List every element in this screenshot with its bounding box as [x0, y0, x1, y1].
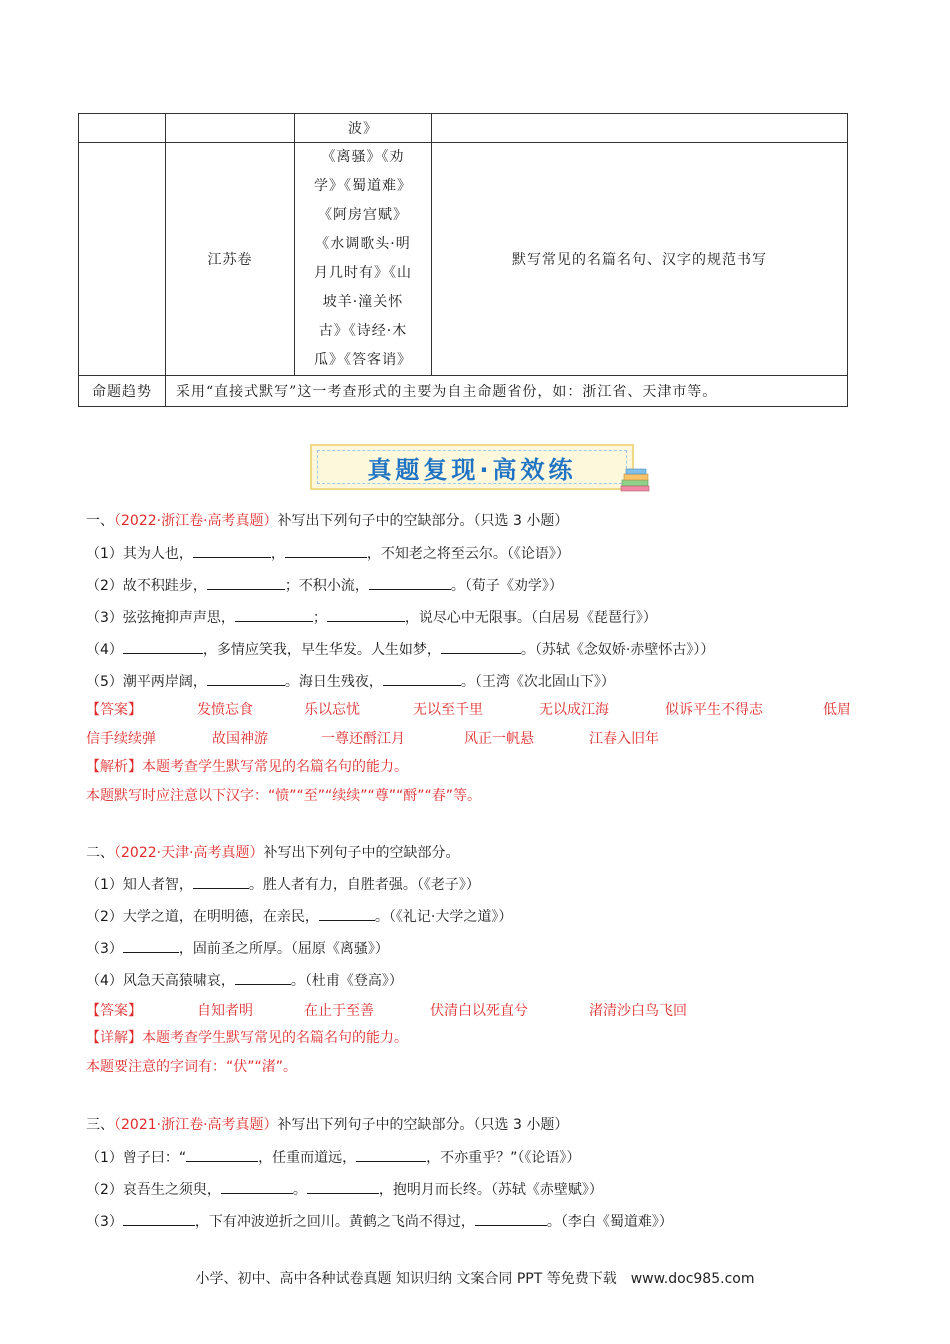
answer-label: 【答案】	[86, 1003, 142, 1019]
answer-blank[interactable]	[221, 1179, 293, 1194]
table-cell	[79, 143, 166, 376]
answer-blank[interactable]	[319, 906, 375, 921]
book-line: 《阿房宫赋》	[318, 207, 408, 223]
item-text: （5）潮平两岸阔，	[86, 674, 207, 690]
question-source: （2022·浙江卷·高考真题）	[114, 513, 278, 529]
answer-item: 江春入旧年	[589, 731, 659, 747]
answer-label: 【答案】	[86, 702, 142, 718]
q1-analysis: 【解析】本题考查学生默写常见的名篇名句的能力。	[86, 759, 408, 775]
book-line: 瓜》《答客诮》	[314, 352, 412, 368]
book-line: 月几时有》《山	[314, 265, 412, 281]
table-row	[79, 376, 848, 407]
item-text: ，多情应笑我，早生华发。人生如梦，	[202, 642, 441, 658]
banner-frame	[317, 450, 627, 484]
question-2-heading	[86, 843, 460, 863]
q1-item-5	[86, 671, 615, 692]
item-text: ，不知老之将至云尔。（《论语》）	[366, 546, 570, 562]
answer-blank[interactable]	[186, 1147, 258, 1162]
question-1-heading	[86, 511, 568, 531]
section-banner	[310, 444, 634, 490]
question-prompt: 补写出下列句子中的空缺部分。（只选 3 小题）	[277, 513, 569, 529]
question-3-heading	[86, 1115, 568, 1135]
table-cell-books	[295, 143, 432, 376]
item-text: 。胜人者有力，自胜者强。（《老子》）	[248, 877, 480, 893]
item-text: 。	[292, 1182, 307, 1198]
item-text: （3）	[86, 1214, 123, 1230]
book-line: 学》《蜀道难》	[314, 178, 412, 194]
item-text: ，下有冲波逆折之回川。黄鹤之飞尚不得过，	[194, 1214, 475, 1230]
answer-item: 乐以忘忧	[304, 702, 360, 718]
answer-blank[interactable]	[235, 970, 291, 985]
q2-item-4	[86, 970, 403, 991]
item-text: 。（苏轼《念奴娇·赤壁怀古》））	[520, 642, 715, 658]
question-number: 一、	[86, 513, 114, 529]
q3-item-3	[86, 1211, 673, 1232]
table-cell	[432, 114, 848, 143]
q3-item-1	[86, 1147, 580, 1168]
item-text: 。海日生残夜，	[284, 674, 383, 690]
item-text: （1）其为人也，	[86, 546, 193, 562]
answer-blank[interactable]	[383, 671, 461, 686]
answer-blank[interactable]	[235, 607, 313, 622]
answer-blank[interactable]	[207, 575, 285, 590]
trend-label: 命题趋势	[79, 376, 166, 407]
question-prompt: 补写出下列句子中的空缺部分。（只选 3 小题）	[277, 1117, 569, 1133]
books-icon	[620, 466, 652, 492]
answer-item: 在止于至善	[304, 1003, 374, 1019]
answer-blank[interactable]	[123, 1211, 195, 1226]
answer-item: 一尊还酹江月	[321, 731, 405, 747]
question-number: 二、	[86, 845, 114, 861]
answer-item: 故国神游	[212, 731, 268, 747]
item-text: （2）故不积跬步，	[86, 578, 207, 594]
answer-blank[interactable]	[285, 543, 367, 558]
answer-item: 无以成江海	[539, 702, 609, 718]
book-line: 坡羊·潼关怀	[322, 294, 404, 310]
item-text: 。（李白《蜀道难》）	[546, 1214, 673, 1230]
answer-item: 低眉	[823, 702, 851, 718]
q1-note: 本题默写时应注意以下汉字：“愤”“至”“续续”“尊”“酹”“春”等。	[86, 788, 482, 804]
question-source: （2022·天津·高考真题）	[114, 845, 264, 861]
item-text: （1）曾子曰：“	[86, 1150, 187, 1166]
item-text: ，	[270, 546, 285, 562]
item-text: ，任重而道远，	[258, 1150, 357, 1166]
answer-blank[interactable]	[356, 1147, 426, 1162]
item-text: （4）风急天高猿啸哀，	[86, 973, 235, 989]
table-cell	[166, 114, 295, 143]
q2-item-3	[86, 938, 389, 959]
q1-item-2	[86, 575, 563, 596]
answer-item: 渚清沙白鸟飞回	[589, 1003, 687, 1019]
answer-item: 无以至千里	[413, 702, 483, 718]
answer-blank[interactable]	[307, 1179, 379, 1194]
item-text: ；	[312, 610, 327, 626]
answer-blank[interactable]	[441, 639, 521, 654]
answer-item: 风正一帆悬	[464, 731, 534, 747]
item-text: （2）大学之道，在明明德，在亲民，	[86, 909, 319, 925]
answer-blank[interactable]	[327, 607, 405, 622]
trend-text: 采用“直接式默写”这一考查形式的主要为自主命题省份，如：浙江省、天津市等。	[166, 376, 848, 407]
answer-blank[interactable]	[123, 639, 203, 654]
table-row	[79, 143, 848, 376]
answer-blank[interactable]	[193, 543, 271, 558]
q1-item-4	[86, 639, 714, 660]
q2-note: 本题要注意的字词有：“伏”“渚”。	[86, 1059, 298, 1075]
answer-blank[interactable]	[207, 671, 285, 686]
item-text: （1）知人者智，	[86, 877, 193, 893]
item-text: （3）弦弦掩抑声声思，	[86, 610, 235, 626]
item-text: （3）	[86, 941, 123, 957]
q2-item-2	[86, 906, 512, 927]
item-text: 。（《礼记·大学之道》）	[374, 909, 513, 925]
table-cell-point: 默写常见的名篇名句、汉字的规范书写	[432, 143, 848, 376]
q2-item-1	[86, 874, 480, 895]
answer-blank[interactable]	[123, 938, 179, 953]
answer-item: 发愤忘食	[197, 702, 253, 718]
question-prompt: 补写出下列句子中的空缺部分。	[263, 845, 460, 861]
answer-item: 信手续续弹	[86, 731, 156, 747]
question-number: 三、	[86, 1117, 114, 1133]
item-text: ，抱明月而长终。（苏轼《赤壁赋》）	[378, 1182, 603, 1198]
item-text: ，固前圣之所厚。（屈原《离骚》）	[178, 941, 389, 957]
q1-item-3	[86, 607, 657, 628]
page-footer: 小学、初中、高中各种试卷真题 知识归纳 文案合同 PPT 等免费下载 www.doc985.com	[195, 1271, 755, 1287]
table-cell-books: 波》	[295, 114, 432, 143]
item-text: ，不亦重乎？”（《论语》）	[426, 1150, 581, 1166]
table-cell	[79, 114, 166, 143]
item-text: 。（荀子《劝学》）	[450, 578, 563, 594]
table-cell-region: 江苏卷	[166, 143, 295, 376]
answer-blank[interactable]	[369, 575, 451, 590]
banner-title: 真题复现·高效练	[367, 455, 577, 484]
answer-item: 似诉平生不得志	[665, 702, 763, 718]
book-line: 《水调歌头·明	[315, 236, 411, 252]
item-text: 。（杜甫《登高》）	[290, 973, 403, 989]
question-source: （2021·浙江卷·高考真题）	[114, 1117, 278, 1133]
item-text: ，说尽心中无限事。（白居易《琵琶行》）	[404, 610, 657, 626]
q1-item-1	[86, 543, 570, 564]
book-line: 《离骚》《劝	[321, 149, 405, 165]
answer-blank[interactable]	[475, 1211, 547, 1226]
answer-item: 自知者明	[197, 1003, 253, 1019]
item-text: ；不积小流，	[284, 578, 369, 594]
item-text: 。（王湾《次北固山下》）	[460, 674, 615, 690]
answer-blank[interactable]	[193, 874, 249, 889]
item-text: （4）	[86, 642, 123, 658]
q3-item-2	[86, 1179, 603, 1200]
q2-analysis: 【详解】本题考查学生默写常见的名篇名句的能力。	[86, 1030, 408, 1046]
answer-item: 伏清白以死直兮	[430, 1003, 528, 1019]
exam-table	[78, 113, 848, 407]
item-text: （2）哀吾生之须臾，	[86, 1182, 221, 1198]
book-line: 古》《诗经·木	[318, 323, 408, 339]
table-row	[79, 114, 848, 143]
